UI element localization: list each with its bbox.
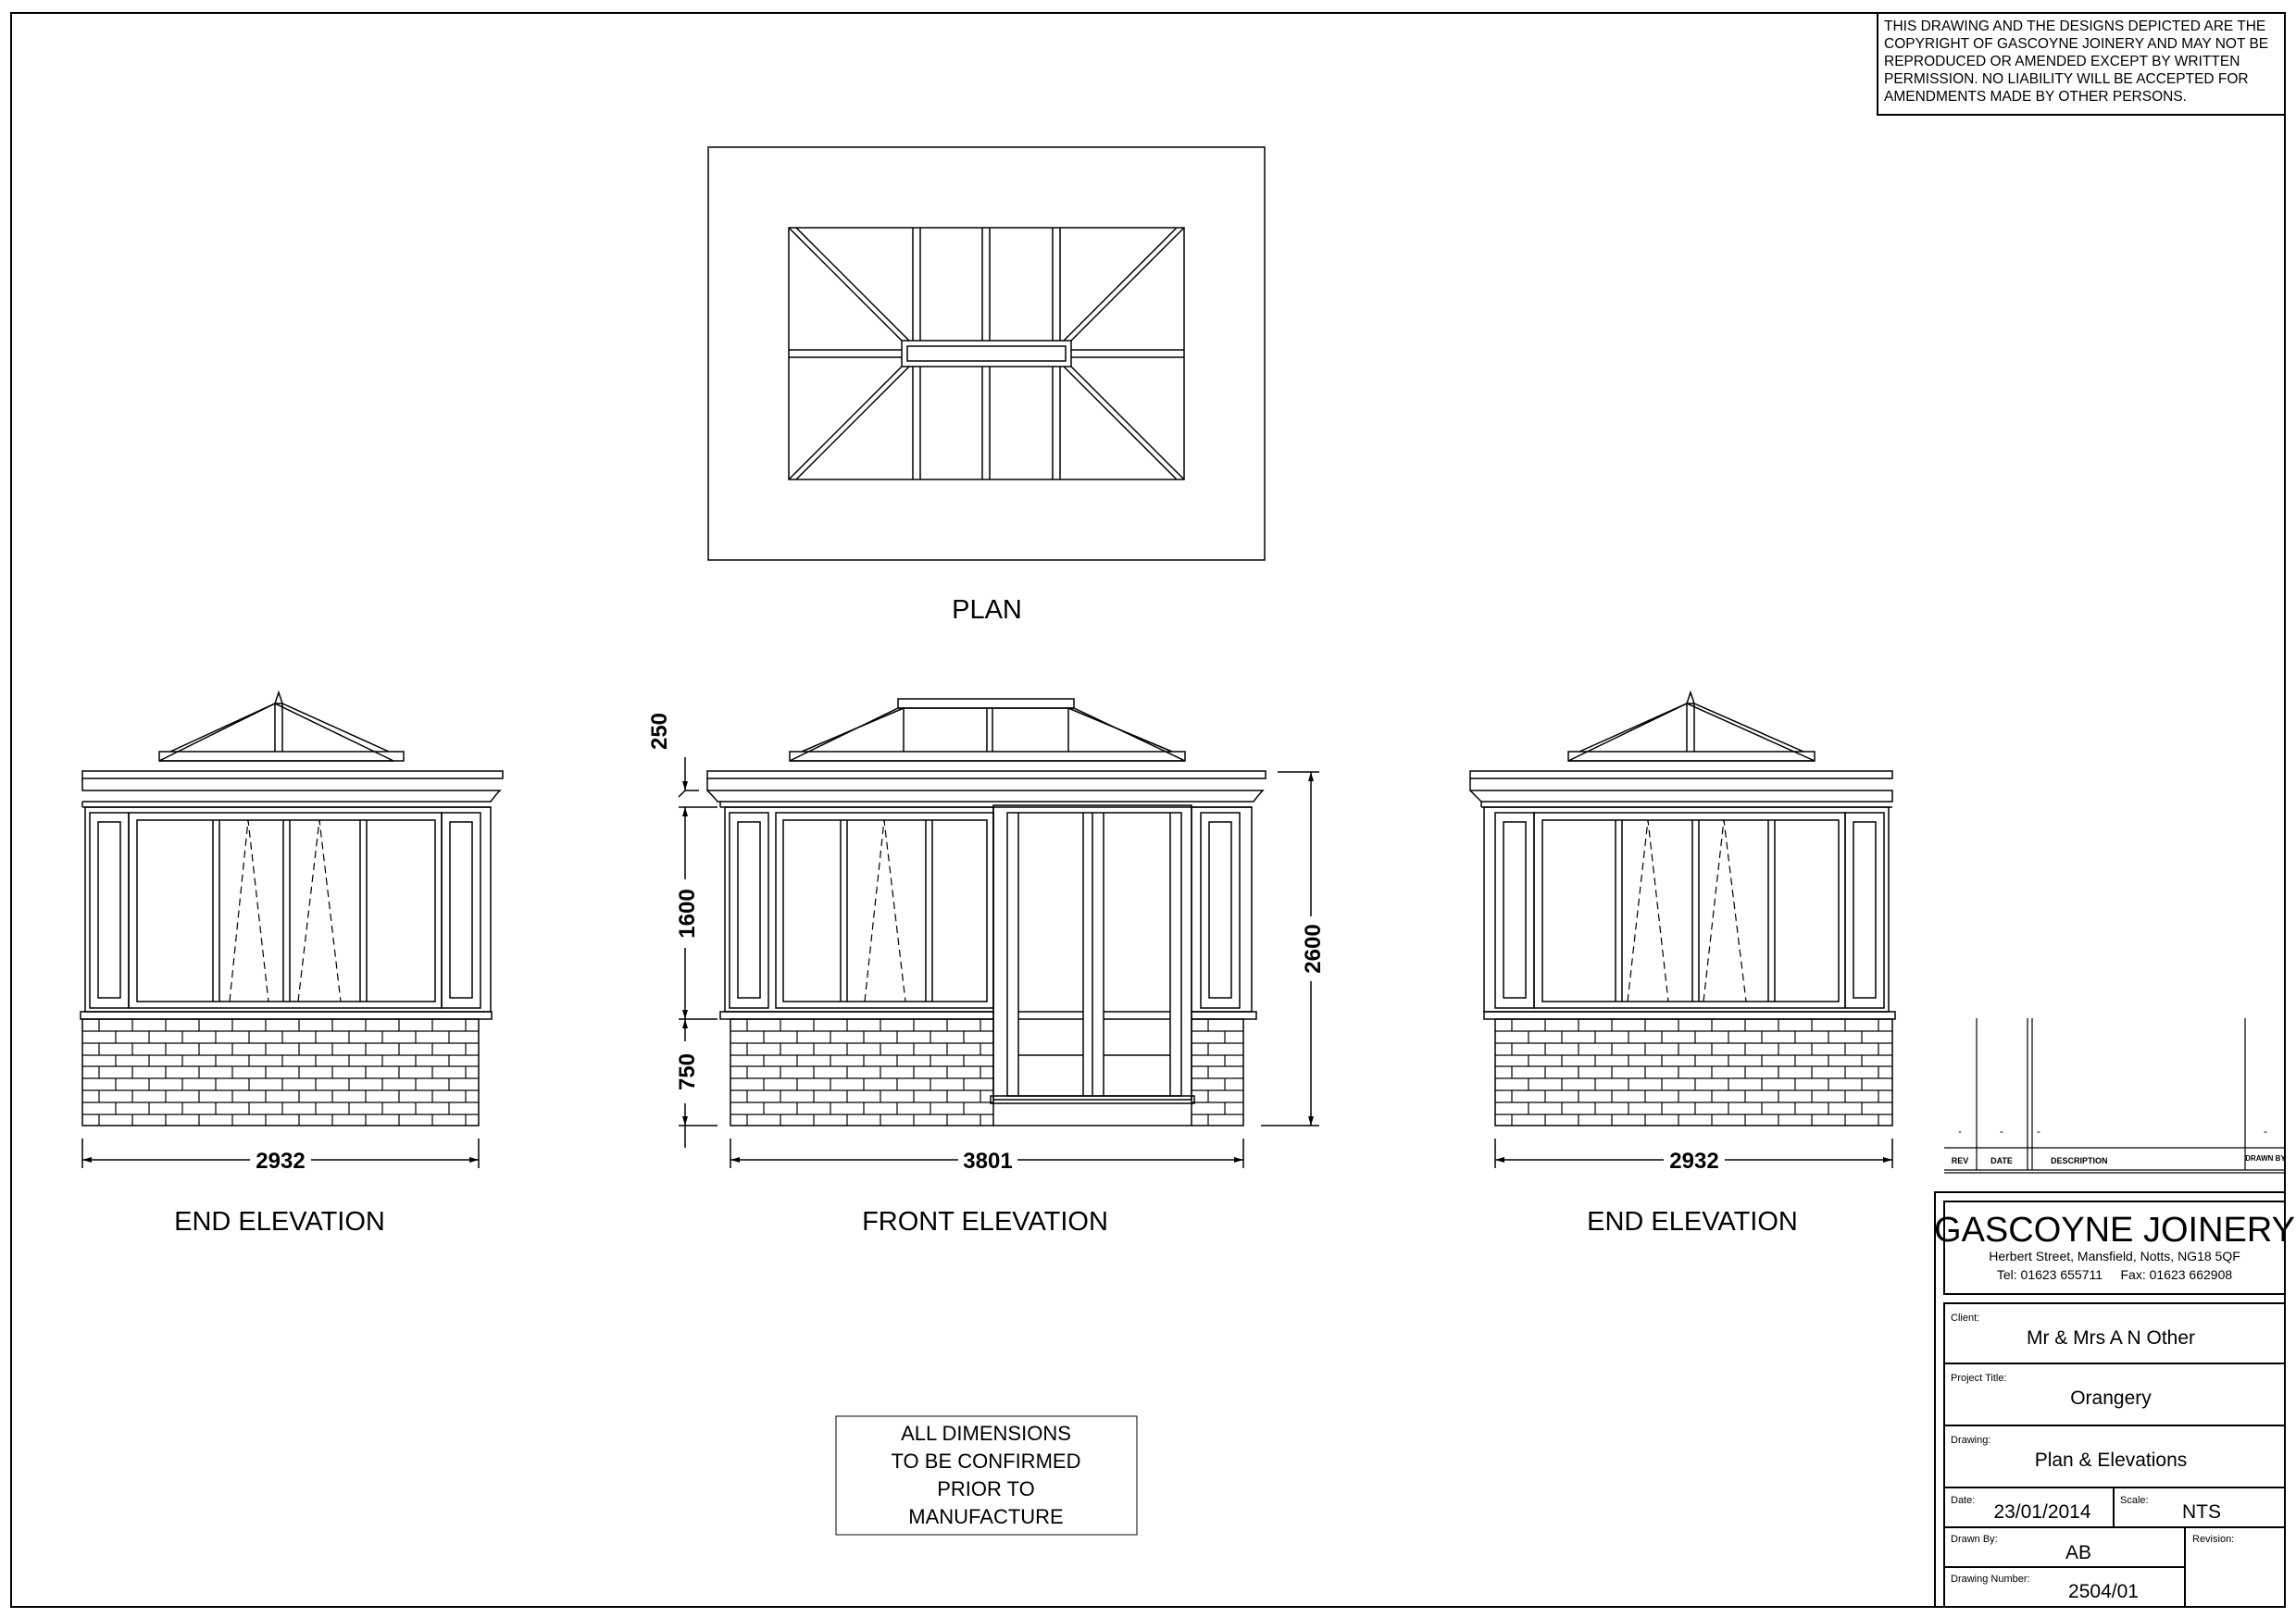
title-block-text bbox=[1934, 1211, 2295, 1602]
client-value: Mr & Mrs A N Other bbox=[2026, 1327, 2196, 1349]
project-value: Orangery bbox=[2070, 1388, 2152, 1409]
revision-table-text bbox=[1952, 1125, 2287, 1165]
client-label: Client: bbox=[1951, 1313, 1980, 1324]
front-elevation-label: FRONT ELEVATION bbox=[862, 1207, 1108, 1237]
revision-row-date: - bbox=[2000, 1125, 2003, 1138]
plan-view bbox=[708, 147, 1265, 560]
front-elevation bbox=[707, 699, 1266, 1126]
dim-plinth-height: 750 bbox=[675, 1052, 700, 1091]
revision-row-description: - bbox=[2037, 1125, 2040, 1138]
date-label: Date: bbox=[1951, 1495, 1976, 1506]
copyright-line: AMENDMENTS MADE BY OTHER PERSONS. bbox=[1884, 89, 2187, 105]
plan-label: PLAN bbox=[952, 595, 1022, 625]
dim-end-left-width: 2932 bbox=[256, 1149, 306, 1174]
end-elevation-left-label: END ELEVATION bbox=[174, 1207, 385, 1237]
dim-end-right-width: 2932 bbox=[1669, 1149, 1719, 1174]
notice-line: PRIOR TO bbox=[937, 1477, 1035, 1500]
dimensions-notice bbox=[836, 1416, 1137, 1535]
copyright-line: COPYRIGHT OF GASCOYNE JOINERY AND MAY NOT BE bbox=[1884, 36, 2269, 52]
drawing-value: Plan & Elevations bbox=[2034, 1450, 2188, 1471]
company-contact: Tel: 01623 655711 Fax: 01623 662908 bbox=[1996, 1267, 2233, 1282]
notice-line: ALL DIMENSIONS bbox=[901, 1422, 1071, 1445]
revision-header-rev: REV bbox=[1951, 1156, 1969, 1165]
revision-label: Revision: bbox=[2192, 1534, 2235, 1545]
brick-plinth bbox=[1192, 1019, 1243, 1126]
drawing-number-label: Drawing Number: bbox=[1951, 1574, 2030, 1585]
brick-joints bbox=[99, 1019, 1878, 1126]
notice-line: TO BE CONFIRMED bbox=[891, 1450, 1081, 1473]
copyright-line: REPRODUCED OR AMENDED EXCEPT BY WRITTEN bbox=[1884, 54, 2240, 69]
revision-header-date: DATE bbox=[1990, 1156, 2013, 1165]
drawn-by-label: Drawn By: bbox=[1951, 1534, 1998, 1545]
brick-plinth bbox=[730, 1019, 993, 1126]
revision-row-rev: - bbox=[1958, 1125, 1962, 1138]
revision-header-drawn-by: DRAWN BY bbox=[2245, 1154, 2286, 1163]
end-elevation-left bbox=[81, 692, 503, 1126]
brick-plinth bbox=[1495, 1019, 1892, 1126]
drawing-number-value: 2504/01 bbox=[2068, 1581, 2139, 1602]
dim-glazing-height: 1600 bbox=[675, 889, 700, 939]
brick-plinth bbox=[82, 1019, 479, 1126]
end-elevation-right bbox=[1470, 692, 1895, 1126]
copyright-line: PERMISSION. NO LIABILITY WILL BE ACCEPTED FOR bbox=[1884, 71, 2249, 87]
revision-row-drawn-by: - bbox=[2264, 1125, 2267, 1138]
drawing-label: Drawing: bbox=[1951, 1435, 1991, 1446]
notice-line: MANUFACTURE bbox=[908, 1505, 1064, 1528]
scale-value: NTS bbox=[2182, 1501, 2221, 1523]
drawn-by-value: AB bbox=[2065, 1542, 2092, 1563]
scale-label: Scale: bbox=[2120, 1495, 2149, 1506]
company-name: GASCOYNE JOINERY bbox=[1934, 1211, 2295, 1250]
dim-front-width: 3801 bbox=[963, 1149, 1013, 1174]
copyright-line: THIS DRAWING AND THE DESIGNS DEPICTED ARE THE bbox=[1884, 19, 2266, 34]
project-label: Project Title: bbox=[1951, 1373, 2007, 1384]
date-value: 23/01/2014 bbox=[1993, 1501, 2091, 1523]
revision-table bbox=[1944, 1018, 2285, 1173]
company-address: Herbert Street, Mansfield, Notts, NG18 5QF bbox=[1989, 1249, 2240, 1263]
revision-header-description: DESCRIPTION bbox=[2051, 1156, 2108, 1165]
copyright-note bbox=[1878, 13, 2285, 115]
dim-overall-height: 2600 bbox=[1301, 924, 1326, 974]
end-elevation-right-label: END ELEVATION bbox=[1587, 1207, 1798, 1237]
dim-fascia-height: 250 bbox=[647, 712, 672, 751]
